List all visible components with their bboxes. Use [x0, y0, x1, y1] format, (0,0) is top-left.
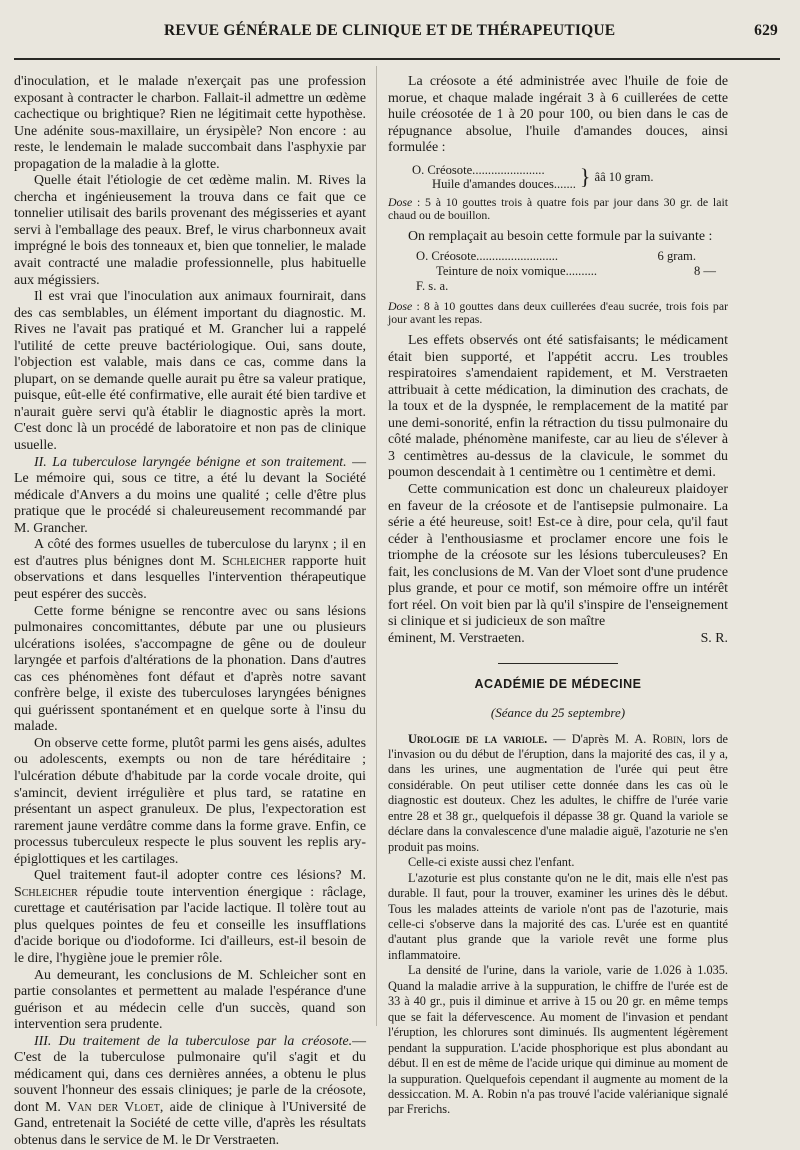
formula-quantity: 8 —	[693, 264, 716, 279]
paragraph: On remplaçait au besoin cette formule par la suivante :	[408, 228, 713, 244]
header-rule	[14, 58, 780, 60]
text-run: — C'est de la tuberculose pulmonaire qu'il s'agit et du médicament qui, dans ces dernières années, a obtenu le plus souvent l'honneur des essais cliniques; je parle de la créosote, dont M.	[14, 1033, 366, 1115]
paragraph	[14, 868, 366, 967]
section-title: ACADÉMIE DE MÉDECINE	[474, 677, 642, 692]
formula-items	[412, 163, 576, 192]
section-rule	[498, 663, 618, 664]
paragraph: La créosote a été administrée avec l'huile de foie de morue, et chaque malade ingérait 3 à 6 cuillerées de cette huile créosotée de 1 à 20 pour 100, ou bien dans le cas de répugnance absolue, l'huile d'amandes douces, ainsi formulée :	[388, 74, 728, 156]
formula-item: Créosote.......................	[427, 162, 545, 177]
dose-label: Dose	[388, 194, 413, 209]
text-run: , aide de clinique à l'Université de Gand, entretenait la Société de cette ville, d'après les résultats obtenus dans le service de M. le Dr Verstraeten.	[14, 1099, 366, 1148]
section-heading: II. La tuberculose laryngée bénigne et son traitement.	[34, 454, 347, 470]
paragraph	[388, 732, 728, 856]
text-run: Cette communication est donc un chaleureux plaidoyer en faveur de la créosote et de l'antisepsie pulmonaire. La série a été heureuse, soit! Est-ce à dire, pour cela, qu'il faut céder à l'enthousiasme et proclamer encore une fois le triomphe de la créosote sur les lésions tuberculeuses? En fait, les conclusions de M. Van der Vloet sont d'une prudence plus grande, et pour ce motif, son mémoire offre un intérêt fort réel. On voit bien par là qu'il s'inspire de l'enseignement si clinique et si judicieux de son maître	[388, 481, 728, 630]
section-text: — Le mémoire qui, sous ce titre, a été lu devant la Société médicale d'Anvers a du moins une qualité ; celle d'être plus pratique que le procédé si chaleureusement recommandé par M. Grancher.	[14, 454, 366, 536]
formula-item: Teinture de noix vomique..........	[436, 264, 598, 279]
author-name: Schleicher	[221, 553, 286, 569]
dose-text: : 5 à 10 gouttes trois à quatre fois par jour dans 30 gr. de lait chaud ou de bouillon.	[388, 194, 728, 223]
journal-title: REVUE GÉNÉRALE DE CLINIQUE ET DE THÉRAPEUTIQUE	[164, 22, 616, 39]
text-run: Quel traitement faut-il adopter contre ces lésions? M.	[34, 868, 366, 884]
session-date: (Séance du 25 septembre)	[490, 704, 626, 720]
paragraph: Quelle était l'étiologie de cet œdème malin. M. Rives la chercha et ingénieusement la trouva dans ce fait que ce tonnelier utilisait des barils provenant des mégisseries et ayant servi à l'emballage des peaux. Bref, le virus charbonneux avait imprégné le bois des tonneaux et, bien que tonnelier, le malade avait contracté une maladie professionnelle, plus habituelle aux mégissiers.	[14, 173, 366, 288]
signature: S. R.	[700, 630, 728, 646]
formula-quantity: ââ 10 gram.	[594, 169, 654, 184]
text-run: A côté des formes usuelles de tuberculose du larynx ; il en est d'autres plus bénignes dont M.	[14, 537, 366, 569]
formula-quantity: 6 gram.	[657, 249, 696, 264]
author-name: Schleicher	[14, 884, 78, 900]
column-divider	[376, 66, 377, 1026]
section-heading: III. Du traitement de la tuberculose par la créosote.	[34, 1033, 353, 1049]
signature-line	[388, 631, 728, 648]
text-run: éminent, M. Verstraeten.	[388, 630, 525, 646]
running-header	[14, 22, 790, 44]
formula-prefix: O.	[412, 162, 425, 177]
dose-note	[388, 300, 728, 327]
left-column	[14, 74, 366, 1150]
paragraph: Cette forme bénigne se rencontre avec ou sans lésions pulmonaires concomittantes, débute par une ou plusieurs ulcérations isolées, s'accompagne de gêne ou de douleur laryngée et parfois d'altérations de la phonation. Dans d'autres cas ces phénomènes font défaut et d'après notre savant confrère belge, il existe des tuberculoses laryngées bénignes qui guérissent spontanément et en quelque sorte à l'insu du malade.	[14, 603, 366, 735]
formula-line	[416, 249, 696, 264]
text-run: — D'après M. A.	[547, 731, 653, 746]
page-number: 629	[754, 22, 778, 39]
paragraph	[388, 482, 728, 631]
formula-prefix: O.	[416, 249, 429, 264]
formula-item: Huile d'amandes douces.......	[432, 177, 576, 192]
paragraph: Celle-ci existe aussi chez l'enfant.	[408, 855, 575, 870]
paragraph: Les effets observés ont été satisfaisants; le médicament était bien supporté, et l'appétit accru. Les troubles respiratoires s'amendaient rapidement, et M. Verstraeten attribuait à cette médication, la diminution des crachats, de la toux et de la dyspnée, le remplacement de la matité par une demi-sonorité, enfin la rétraction du tissu pulmonaire du côté malade, phénomène manifeste, car au lieu de s'élever à 3 centimètres au-dessus de la clavicule, le sommet du poumon descendait à 1 centimètre ou 1 centimètre et demi.	[388, 333, 728, 481]
author-name: Van der Vloet	[67, 1099, 160, 1115]
dose-note	[388, 196, 728, 223]
paragraph: On observe cette forme, plutôt parmi les gens aisés, adultes ou adolescents, exempts ou non de tare héréditaire ; l'ulcération débute d'habitude par la corde vocale droite, qui s'amincit, devient irrégulière et plus tard, se ratatine en présentant un aspect granuleux. De plus, l'expectoration est rarement jaune verdâtre comme dans la forme grave. Enfin, ce processus tuberculeux respecte le plus souvent les replis ary-épiglottiques et les cartilages.	[14, 735, 366, 867]
paragraph	[14, 537, 366, 603]
paragraph: La densité de l'urine, dans la variole, varie de 1.026 à 1.035. Quand la maladie arrive à la suppuration, le chiffre de l'urée est de 33 à 40 gr., puis il diminue et arrive à 15 ou 20 gr. en même temps que se fait la défervescence. Au moment de l'invasion et pendant l'éruption, les chlorures sont diminués. Ils augmentent légèrement pendant la suppuration. L'acide phosphorique est plus abondant au début. Il en est de même de l'acide urique qui diminue au moment de la suppuration. Quelquefois cependant il augmente au moment de la dessiccation. M. A. Robin n'a pas trouvé l'acide valérianique signalé par Frerichs.	[388, 963, 728, 1117]
dose-label: Dose	[388, 298, 413, 313]
formula-item: Créosote..........................	[431, 249, 559, 264]
author-name: Robin	[652, 731, 683, 746]
article-lead: Urologie de la variole.	[408, 731, 548, 746]
right-column	[388, 74, 728, 1118]
formula-fsa: F. s. a.	[416, 279, 449, 294]
formula-2	[416, 249, 728, 293]
paragraph: Au demeurant, les conclusions de M. Schleicher sont en partie consolantes et permettent au malade l'espérance d'une guérison et au médecin celle d'un succès, quand son intervention sera prudente.	[14, 967, 366, 1033]
dose-text: : 8 à 10 gouttes dans deux cuillerées d'eau sucrée, trois fois par jour avant les repas.	[388, 298, 728, 327]
paragraph: d'inoculation, et le malade n'exerçait pas une profession exposant à contracter le charbon. Fallait-il admettre un œdème cachectique ou brightique? Rien ne légitimait cette hypothèse. Une adénite sous-maxillaire, un érysipèle? Non encore : au reste, le lendemain le malade succombait dans l'asphyxie par propagation de la maladie à la glotte.	[14, 74, 366, 172]
text-run: rapporte huit observations et dans lesquelles l'intervention thérapeutique peut espérer des succès.	[14, 553, 366, 602]
formula-1	[412, 163, 728, 192]
section-iii	[14, 1034, 366, 1150]
text-run: , lors de l'invasion ou du début de l'éruption, dans la majorité des cas, il y a, dans les urines, une augmentation de l'urée qui peut être considérable. On peut utiliser cette donnée dans les cas où le diagnostic est douteux. Chez les adultes, le chiffre de l'urée varie entre 28 et 38 gr., quelquefois il dépasse 38 gr. Quand la variole se déclare dans la convalescence d'une maladie aiguë, l'azoturie ne s'en produit pas moins.	[388, 731, 728, 854]
formula-group	[412, 163, 728, 192]
brace: }	[579, 164, 591, 190]
section-ii	[14, 455, 366, 538]
text-run: répudie toute intervention énergique : râclage, curettage et cautérisation par l'acide lactique. Il tolère tout au plus quelques pointes de feu et conseille les insufflations d'acide borique ou d'iodoforme. Ici d'ailleurs, est-il besoin de le dire, l'hygiène joue le premier rôle.	[14, 884, 366, 966]
formula-line	[416, 264, 716, 279]
paragraph: L'azoturie est plus constante qu'on ne le dit, mais elle n'est pas durable. Il faut, pour la trouver, examiner les urines dès le début. Tous les malades atteints de variole n'ont pas de l'azoturie, mais celle-ci s'observe dans la majorité des cas. L'urée est en quantité d'autant plus grande que la variole revêt une forme plus inflammatoire.	[388, 870, 728, 962]
paragraph: Il est vrai que l'inoculation aux animaux fournirait, dans des cas semblables, un élément important du diagnostic. M. Rives ne l'avait pas pratiqué et M. Grancher lui a rappelé l'utilité de cette preuve bactériologique. Oui, sans doute, l'objection est valable, mais dans ce cas, comme dans la plupart, on se demande quelle aurait pu être sa valeur pratique, puisque, eût-elle été confirmative, elle aurait été bien tardive et n'aurait guère servi qu'à établir le diagnostic après la mort. C'est donc là un procédé de laboratoire et non pas de clinique usuelle.	[14, 289, 366, 454]
